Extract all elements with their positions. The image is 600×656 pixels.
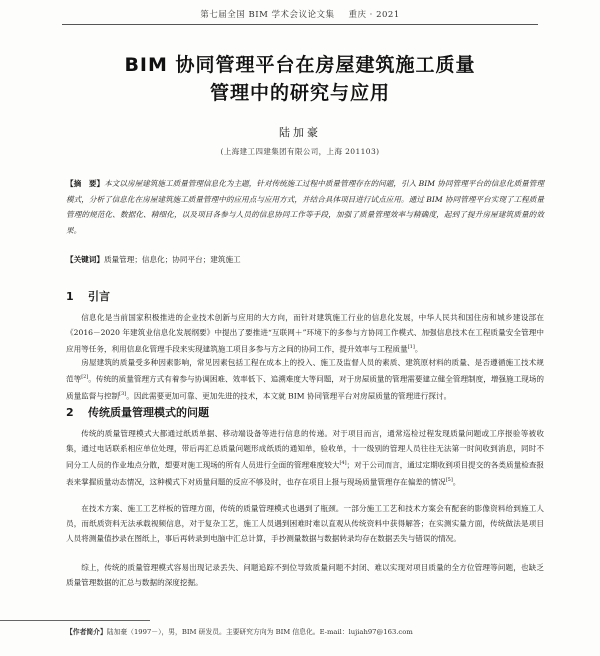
introduction-paragraph-1 — [66, 310, 544, 357]
section2-paragraph-1 — [66, 426, 544, 489]
section-number: 2 — [66, 406, 74, 419]
paragraph-text: 传统的质量管理模式大都通过纸质单据、移动端设备等进行信息的传递。对于项目而言，通常巡检过程发现质量问题或工序报验等被收集，通过电话联系相应单位处理，带后再汇总质量问题形成纸质的通知单，验收单，十一级别的管理人员往往无法第一时间收到消息，同时不同分工人员的作业地点分散，想要对施工现场的所有人员进行全面的管理难度较大 — [66, 429, 544, 470]
author-footnote — [66, 626, 566, 636]
paper-title-line-2: 管理中的研究与应用 — [209, 82, 390, 104]
paragraph-text: 。传统的质量管理方式有着参与协调困难、效率低下、追溯难度大等问题，对于房屋质量的管理需要建立健全管理制度，增强施工现场的质量监督与控制 — [66, 374, 545, 401]
citation-ref: [4] — [339, 460, 347, 466]
section2-paragraph-3: 综上，传统的质量管理模式容易出现记录丢失、问题追踪不到位导致质量问题不封闭、难以实现对项目质量的全方位管理等问题，也缺乏质量管理数据的汇总与数据的深度挖掘。 — [66, 563, 544, 587]
paper-title-line-1: BIM 协同管理平台在房屋建筑施工质量 — [124, 54, 476, 76]
footnote-label: 【作者简介】 — [66, 628, 107, 636]
section-heading-introduction — [66, 288, 110, 304]
citation-ref: [5] — [445, 476, 453, 483]
paragraph-text: 房屋建筑的质量受多种因素影响，常见因素包括工程在成本上的投入、施工及监督人员的素质、建筑原材料的质量、是否遵循施工技术规范等 — [66, 358, 544, 384]
paragraph-text-end: 。 — [414, 344, 423, 354]
keywords-text: 质量管理；信息化；协同平台；建筑施工 — [103, 255, 241, 264]
section-number: 1 — [66, 290, 74, 303]
conference-place-year: 重庆 · 2021 — [348, 10, 400, 20]
header-rule — [62, 24, 538, 25]
section-heading-traditional-problems — [66, 404, 209, 420]
section2-paragraph-2: 在技术方案、施工工艺样板的管理方面，传统的质量管理模式也遇到了瓶颈。一部分施工工艺和技术方案会有配套的影像资料给到施工人员，而纸质资料无法承载视频信息，对于复杂工艺，施工人员遇到困难时难以直观从传统资料中获得解答；在实测实量方面，传统做法是项目人员将测量值抄录在图纸上，事后再转录到电脑中汇总计算，手抄测量数据与数据转录均存在数据丢失与错误的情况。 — [66, 504, 544, 543]
author-affiliation: (上海建工四建集团有限公司，上海 201103) — [220, 147, 380, 156]
journal-name: 第七届全国 BIM 学术会议论文集 — [200, 10, 335, 20]
citation-ref: [2] — [81, 374, 89, 380]
keywords-label: 【关键词】 — [66, 255, 104, 264]
paragraph-text: 信息化是当前国家积极推进的企业技术创新与应用的大方向，而针对建筑施工行业的信息化发展，中华人民共和国住房和城乡建设部在《2016－2020 年建筑业信息化发展纲要》中提出了要推进“互联网＋”环境下的多参与方协同工作模式、加强信息技术在工程质量安全管理中应用等任务，利用信息化管理手段来实现建筑施工项目多参与方之间的协同工作，提升效率与工程质量 — [66, 313, 544, 354]
keywords — [66, 252, 544, 267]
footnote-rule — [0, 620, 150, 621]
paragraph-text: 。因此需要更加可靠、更加先进的技术，本文就 BIM 协同管理平台对房屋质量的管理进行探讨。 — [126, 391, 452, 401]
abstract-text: 本文以房屋建筑施工质量管理信息化为主题，针对传统施工过程中质量管理存在的问题，引入 BIM 协同管理平台的信息化质量管理模式，分析了信息化在房屋建筑施工质量管理中的应用点与应用方式，并结合具体项目进行试点应用。通过 BIM 协同管理平台实现了工程质量管理的规范化、数据化、精细化，以及项目各参与人员的信息协同工作等手段，加强了质量管理效率与精确度，起到了提升房屋建筑质量的效果。 — [66, 179, 545, 235]
citation-ref: [3] — [119, 390, 127, 397]
abstract — [66, 176, 544, 238]
section-title: 引言 — [88, 290, 110, 303]
paragraph-text-end: 。 — [452, 477, 461, 487]
footnote-text: 陆加豪（1997－），男，BIM 研发员。主要研究方向为 BIM 信息化。E-mail：lujiah97@163.com — [106, 628, 413, 636]
running-header — [0, 8, 600, 20]
introduction-paragraph-2 — [66, 355, 544, 403]
paragraph-text: ；对于公司而言，通过定期收到项目提交的各类质量检查报表来掌握质量动态情况，这种模式下对质量问题的反应不够及时，也存在项目上报与现场质量管理存在偏差的情况 — [66, 460, 545, 487]
abstract-label: 【摘 要】 — [66, 179, 105, 188]
author-name: 陆加豪 — [279, 126, 321, 139]
citation-ref: [1] — [407, 344, 415, 350]
section-title: 传统质量管理模式的问题 — [88, 406, 209, 419]
